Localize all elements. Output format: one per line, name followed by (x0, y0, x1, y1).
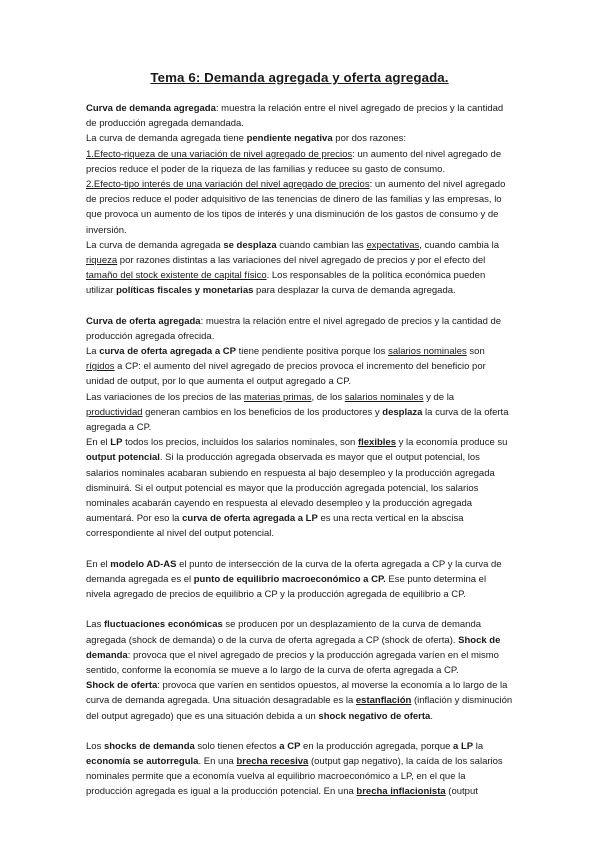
bold-term: flexibles (357, 437, 396, 449)
text-run: : un aumento del nivel agregado de precios reduce el poder de la riqueza de las familias y reducee su gasto de consumo. (86, 148, 502, 175)
bold-term: modelo AD-AS (110, 558, 177, 570)
paragraph-shocks-demanda (86, 739, 513, 800)
paragraph-spacer (86, 602, 513, 617)
underlined-term: salarios nominales (344, 391, 424, 403)
text-run: . En una (198, 755, 237, 767)
text-run: es una recta vertical en la abscisa correspondiente al nivel del output potencial. (86, 513, 464, 540)
text-run: (output gap negativo), la caída de los salarios nominales permite que a economía vuelva al equilibrio macroeconómico a LP, en el que la producción agregada es igual a la producción potencial. En una (86, 755, 503, 798)
underlined-term: riqueza (86, 255, 118, 267)
paragraph-fluctuaciones (86, 617, 513, 723)
text-run: Ese punto determina el nivela agregado de precios de equilibrio a CP y la producción agregada de equilibrio a CP. (86, 573, 487, 601)
text-run: cuando cambian las (276, 239, 367, 251)
text-run: (output (445, 786, 478, 798)
text-run: por dos razones: (332, 133, 407, 145)
text-run: solo tienen efectos (194, 740, 280, 752)
text-run: . (430, 710, 433, 722)
text-run: La curva de demanda agregada (86, 239, 224, 251)
text-run: : muestra la relación entre el nivel agregado de precios y la cantidad de producción agregada demandada. (86, 103, 504, 130)
text-run: La curva de demanda agregada tiene (86, 133, 247, 145)
text-run: , cuando cambia la (419, 239, 500, 251)
bold-term: desplaza (382, 406, 423, 418)
paragraph-modelo-ad-as (86, 557, 513, 603)
text-run: : muestra la relación entre el nivel agregado de precios y la cantidad de producción agregada ofrecida. (86, 315, 502, 342)
underlined-term: tamaño del stock existente de capital físico (86, 270, 267, 282)
text-run: , de los (311, 391, 345, 403)
paragraph-spacer (86, 299, 513, 314)
underlined-term: expectativas (366, 239, 420, 251)
bold-term: Curva de demanda agregada (86, 103, 216, 114)
document-title: Tema 6: Demanda agregada y oferta agregada. (150, 70, 449, 85)
text-run: generan cambios en los beneficios de los productores y (142, 406, 383, 418)
text-run: La (86, 346, 100, 358)
bold-term: a CP (279, 740, 301, 752)
paragraph-spacer (86, 724, 513, 739)
text-run: tiene pendiente positiva porque los (235, 346, 389, 358)
bold-term: shocks de demanda (103, 740, 195, 752)
text-run: : provoca que el nivel agregado de precios y la producción agregada varíen en el mismo sentido, conforme la economía se mueve a lo largo de la curva de oferta agregada a CP. (86, 649, 499, 676)
underlined-term: rígidos (86, 361, 115, 373)
text-run: : un aumento del nivel agregado de precios reduce el poder adquisitivo de las tenencias de dinero de las familias y las empresas, lo que provoca un aumento de los tipos de interés y una disminución de los gastos de consumo y de inversión. (86, 179, 506, 236)
bold-term: output potencial (86, 452, 160, 464)
bold-term: punto de equilibrio macroeconómico a CP. (193, 573, 386, 585)
text-run: Las variaciones de los precios de las (86, 391, 244, 403)
text-run: la (473, 740, 484, 752)
bold-term: economía se autorregula (86, 755, 199, 767)
bold-term: políticas fiscales y monetarias (116, 285, 254, 297)
underlined-term: productividad (86, 406, 143, 418)
text-run: por razones distintas a las variaciones del nivel agregado de precios y por el efecto del (117, 255, 486, 267)
text-run: . Si la producción agregada observada es mayor que el output potencial, los salarios nominales acabaran subiendo en respuesta al bajo desempleo y la producción agregada disminuirá. Si el output potencial es mayor que la producción agregada potencial, los salarios nominales acabarán cayendo en respuesta al elevado desempleo y la producción agregada aumentará. Por eso la (86, 452, 495, 525)
bold-term: LP (110, 437, 123, 449)
text-run: : provoca que varíen en sentidos opuestos, al moverse la economía a lo largo de la curva de demanda agregada. Una situación desagradable es la (86, 680, 508, 707)
bold-term: pendiente negativa (246, 133, 333, 145)
bold-term: fluctuaciones económicas (103, 619, 223, 631)
text-run: todos los precios, incluidos los salarios nominales, son (122, 437, 358, 449)
text-run: y la economía produce su (395, 437, 508, 449)
text-run: en la producción agregada, porque (300, 740, 454, 752)
text-run: En el (86, 558, 111, 570)
text-run: . Los responsables de la política económica pueden utilizar (86, 270, 486, 297)
underlined-term: 2.Efecto-tipo interés de una variación del nivel agregado de precios (86, 179, 370, 191)
bold-term: brecha inflacionista (356, 786, 446, 798)
text-run: la curva de la oferta agregada a CP. (86, 406, 509, 434)
paragraph-spacer (86, 542, 513, 557)
bold-term: shock negativo de oferta (318, 710, 431, 722)
bold-term: Shock de demanda (86, 634, 501, 661)
bold-term: a LP (453, 740, 474, 752)
text-run: Las (86, 619, 104, 631)
text-run: son (466, 346, 485, 358)
text-run: el punto de intersección de la curva de la oferta agregada a CP y la curva de demanda agregada es el (86, 558, 502, 585)
text-run: y de la (423, 391, 455, 403)
text-run: En el (86, 437, 111, 449)
bold-term: se desplaza (223, 239, 277, 251)
paragraph-demanda-agregada (86, 101, 513, 299)
bold-term: brecha recesiva (236, 755, 309, 767)
text-run: para desplazar la curva de demanda agregada. (253, 285, 456, 297)
text-run: se producen por un desplazamiento de la curva de demanda agregada (shock de demanda) o de la curva de oferta agregada a CP (shock de oferta). (86, 619, 482, 646)
bold-term: curva de oferta agregada a LP (182, 513, 318, 525)
bold-term: Shock de oferta (86, 680, 158, 692)
text-run: Los (86, 740, 104, 752)
bold-term: estanflación (355, 695, 412, 707)
underlined-term: salarios nominales (388, 346, 467, 358)
paragraph-oferta-agregada (86, 314, 513, 542)
underlined-term: 1.Efecto-riqueza de una variación de nivel agregado de precios (86, 148, 353, 160)
underlined-term: materias primas (243, 391, 312, 403)
bold-term: Curva de oferta agregada (86, 315, 201, 327)
bold-term: curva de oferta agregada a CP (99, 346, 236, 358)
text-run: (inflación y disminución del output agregado) que es una situación debida a un (86, 695, 513, 722)
text-run: a CP: el aumento del nivel agregado de precios provoca el incremento del beneficio por unidad de output, por lo que aumenta el output agregado a CP. (86, 361, 486, 388)
